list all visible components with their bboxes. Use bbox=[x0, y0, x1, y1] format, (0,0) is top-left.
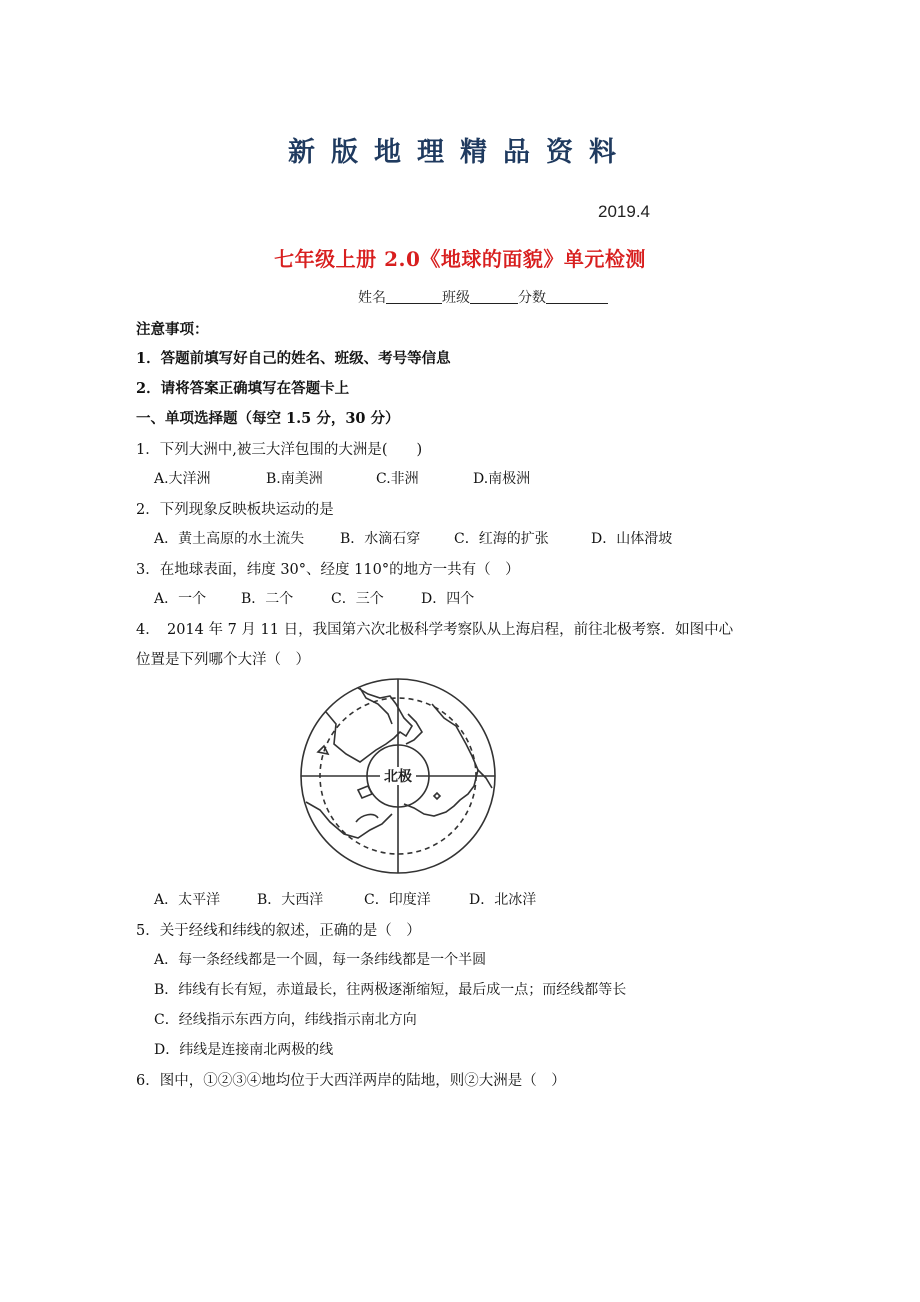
option-a[interactable]: A．一个 bbox=[154, 591, 207, 607]
option-d[interactable]: D．北冰洋 bbox=[469, 892, 537, 908]
option-c[interactable]: C．红海的扩张 bbox=[454, 531, 549, 547]
exam-title: 七年级上册 2.0《地球的面貌》单元检测 bbox=[274, 247, 646, 271]
score-blank[interactable] bbox=[546, 289, 608, 304]
question-6-stem: 6．图中，①②③④地均位于大西洋两岸的陆地，则②大洲是（ ） bbox=[136, 1073, 566, 1089]
date-label: 2019.4 bbox=[598, 202, 650, 221]
option-a[interactable]: A.大洋洲 bbox=[154, 471, 211, 487]
option-d[interactable]: D.南极洲 bbox=[473, 471, 531, 487]
question-5-option-a[interactable]: A．每一条经线都是一个圆，每一条纬线都是一个半圆 bbox=[154, 952, 487, 968]
option-b[interactable]: B．二个 bbox=[241, 591, 294, 607]
question-5-stem: 5．关于经线和纬线的叙述，正确的是（ ） bbox=[136, 923, 421, 939]
option-c[interactable]: C．印度洋 bbox=[364, 892, 431, 908]
question-5-option-d[interactable]: D．纬线是连接南北两极的线 bbox=[154, 1042, 334, 1058]
class-label: 班级 bbox=[442, 290, 470, 306]
question-3-stem: 3．在地球表面，纬度 30°、经度 110°的地方一共有（ ） bbox=[136, 562, 520, 578]
north-pole-label: 北极 bbox=[384, 769, 412, 785]
question-4-stem-line2: 位置是下列哪个大洋（ ） bbox=[136, 652, 310, 668]
option-b[interactable]: B．水滴石穿 bbox=[340, 531, 421, 547]
student-info-row bbox=[358, 287, 608, 307]
score-label: 分数 bbox=[518, 290, 546, 306]
option-b[interactable]: B.南美洲 bbox=[266, 471, 323, 487]
section-heading: 一、单项选择题（每空 1.5 分，30 分） bbox=[136, 410, 400, 427]
name-label: 姓名 bbox=[358, 290, 386, 306]
option-c[interactable]: C.非洲 bbox=[376, 471, 419, 487]
question-2-options bbox=[154, 528, 672, 548]
notes-heading: 注意事项： bbox=[136, 321, 209, 338]
question-4-stem-line1: 4． 2014 年 7 月 11 日，我国第六次北极科学考察队从上海启程，前往北极考察．如图中心 bbox=[136, 622, 734, 638]
question-3-options bbox=[154, 588, 474, 608]
option-b[interactable]: B．大西洋 bbox=[257, 892, 324, 908]
option-a[interactable]: A．太平洋 bbox=[154, 892, 221, 908]
question-1-options bbox=[154, 468, 530, 488]
question-5-option-c[interactable]: C．经线指示东西方向，纬线指示南北方向 bbox=[154, 1012, 417, 1028]
name-blank[interactable] bbox=[386, 289, 442, 304]
banner-title: 新版地理精品资料 bbox=[288, 137, 632, 168]
option-d[interactable]: D．山体滑坡 bbox=[591, 531, 673, 547]
class-blank[interactable] bbox=[470, 289, 518, 304]
question-1-stem: 1．下列大洲中,被三大洋包围的大洲是( ) bbox=[136, 442, 423, 458]
option-d[interactable]: D．四个 bbox=[421, 591, 475, 607]
question-4-options bbox=[154, 889, 536, 909]
option-c[interactable]: C．三个 bbox=[331, 591, 384, 607]
note-item-2: 2．请将答案正确填写在答题卡上 bbox=[136, 380, 350, 397]
question-5-option-b[interactable]: B．纬线有长有短，赤道最长，往两极逐渐缩短，最后成一点；而经线都等长 bbox=[154, 982, 627, 998]
north-pole-map-figure bbox=[296, 674, 500, 878]
option-a[interactable]: A．黄土高原的水土流失 bbox=[154, 531, 305, 547]
question-2-stem: 2．下列现象反映板块运动的是 bbox=[136, 502, 334, 518]
note-item-1: 1．答题前填写好自己的姓名、班级、考号等信息 bbox=[136, 350, 451, 367]
